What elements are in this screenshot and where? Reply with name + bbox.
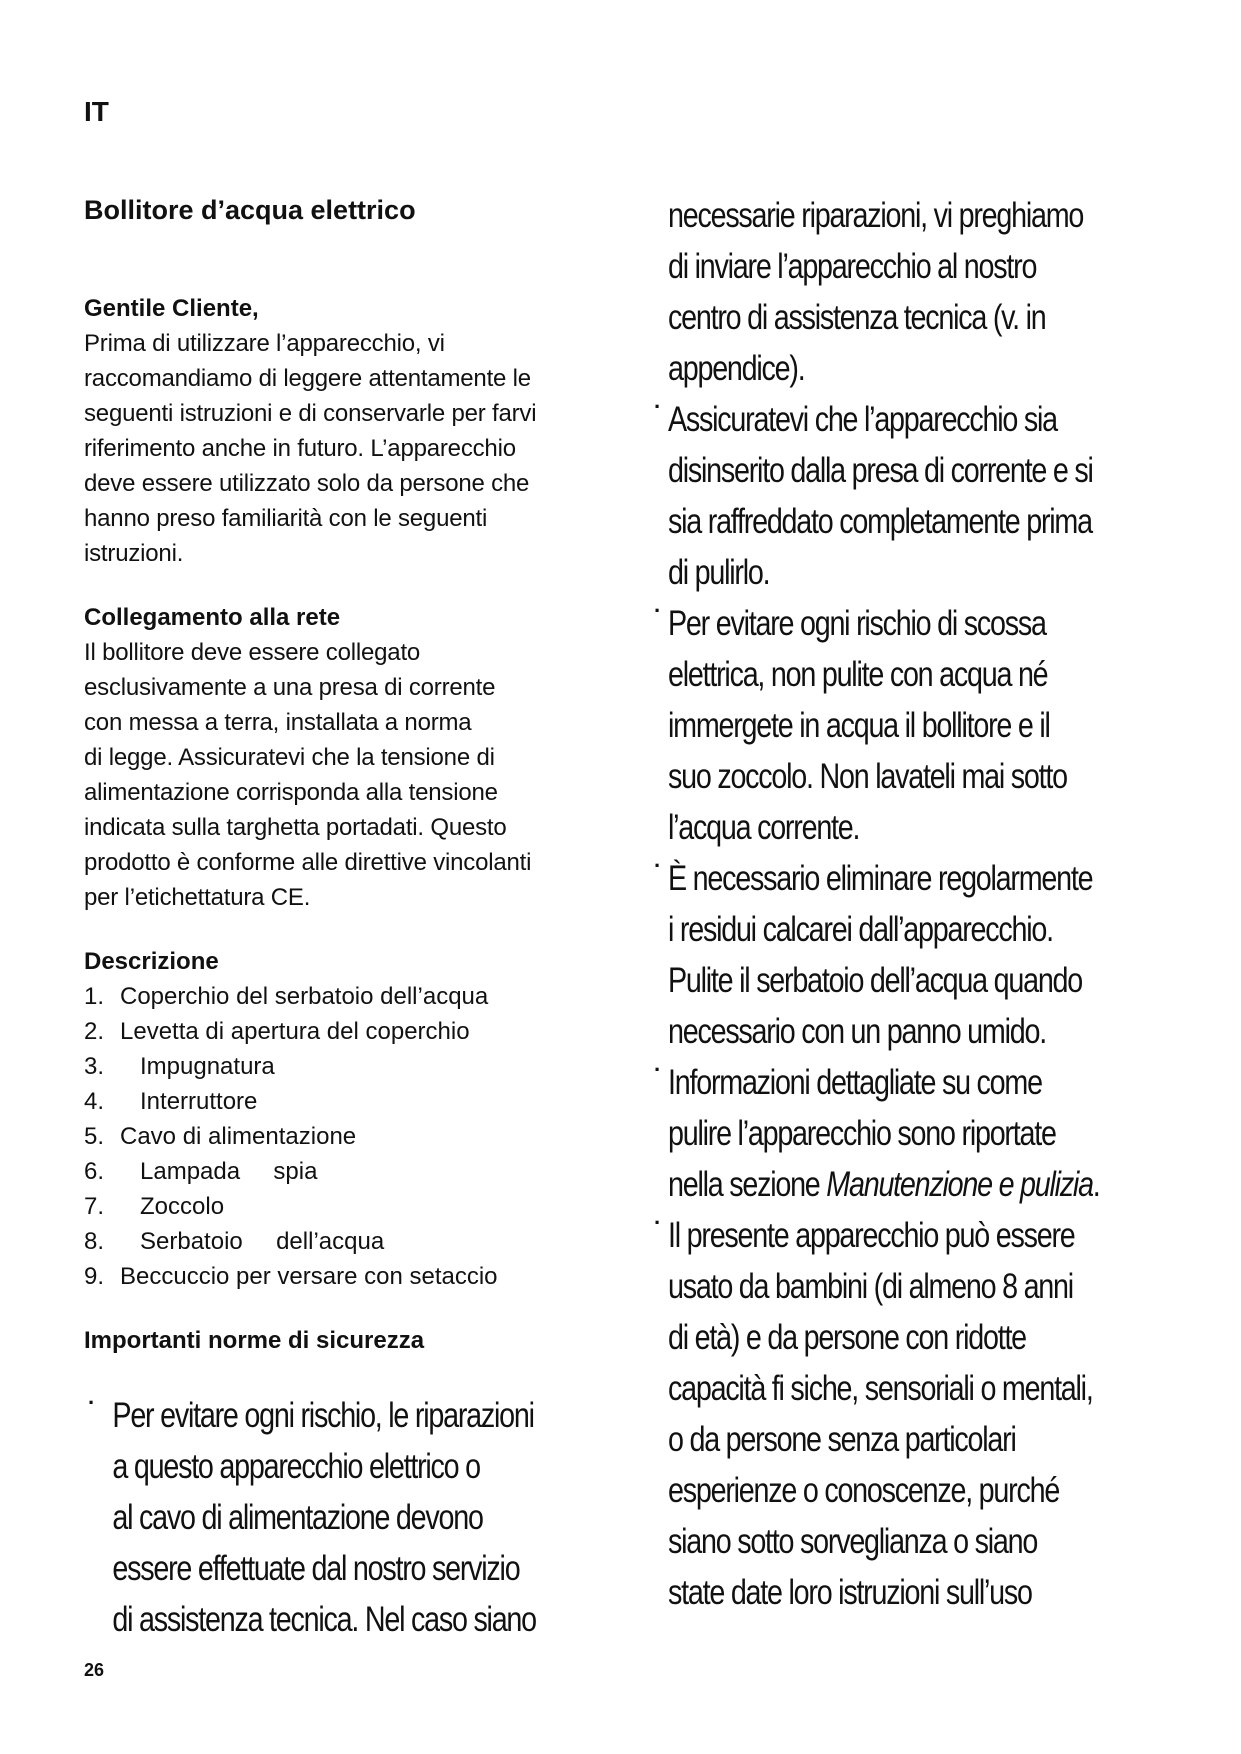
bullet-icon: ·	[654, 394, 662, 419]
bullet-text: Il presente apparecchio può essere usato da bambini (di almeno 8 anni di età) e da persone con ridotte capacità fi siche, sensoriali o mentali, o da persone senza particolari esperienze o conoscenze, purché siano sotto sorveglianza o siano state date loro istruzioni sull’uso	[668, 1216, 1093, 1612]
list-item-label: Lampada spia	[120, 1158, 318, 1185]
left-column	[84, 192, 644, 1358]
list-item-number: 2.	[84, 1018, 105, 1045]
intro-section	[84, 292, 644, 571]
bullet-item	[654, 1057, 1241, 1210]
list-item	[84, 979, 644, 1014]
continuation-text: necessarie riparazioni, vi preghiamo di inviare l’apparecchio al nostro centro di assistenza tecnica (v. in appendice).	[668, 196, 1084, 388]
list-item	[84, 1154, 644, 1189]
list-item-number: 6.	[84, 1158, 105, 1185]
list-item-label: Impugnatura	[120, 1053, 275, 1080]
list-item-label: Serbatoio dell’acqua	[120, 1228, 385, 1255]
list-item-number: 3.	[84, 1053, 105, 1080]
description-heading: Descrizione	[84, 948, 219, 975]
bullet-text	[668, 1057, 1193, 1210]
list-item-label: Zoccolo	[120, 1193, 225, 1220]
list-item	[84, 1084, 644, 1119]
list-item-number: 1.	[84, 983, 105, 1010]
bullet-item	[654, 1210, 1241, 1618]
bullet-text: È necessario eliminare regolarmente i residui calcarei dall’apparecchio. Pulite il serbatoio dell’acqua quando necessario con un panno umido.	[668, 859, 1093, 1051]
safety-heading: Importanti norme di sicurezza	[84, 1327, 425, 1354]
bullet-icon: ·	[88, 1390, 96, 1415]
list-item	[84, 1119, 644, 1154]
description-list	[84, 979, 644, 1294]
language-code: IT	[84, 96, 109, 127]
info-text-end: .	[1092, 1165, 1100, 1204]
bullet-icon: ·	[654, 1210, 662, 1235]
list-item-number: 9.	[84, 1263, 105, 1290]
bullet-icon: ·	[654, 1057, 662, 1082]
intro-heading: Gentile Cliente,	[84, 295, 259, 322]
list-item-number: 7.	[84, 1193, 105, 1220]
info-link-text: Manutenzione e pulizia	[826, 1165, 1093, 1204]
list-item-label: Interruttore	[120, 1088, 258, 1115]
list-item-label: Coperchio del serbatoio dell’acqua	[120, 983, 489, 1010]
list-item	[84, 1049, 644, 1084]
list-item-label: Cavo di alimentazione	[120, 1123, 357, 1150]
safety-continuation	[668, 190, 1241, 394]
bullet-item	[88, 1390, 736, 1645]
list-item-label: Levetta di apertura del coperchio	[120, 1018, 470, 1045]
list-item	[84, 1259, 644, 1294]
list-item	[84, 1224, 644, 1259]
list-item-label: Beccuccio per versare con setaccio	[120, 1263, 498, 1290]
network-heading: Collegamento alla rete	[84, 604, 341, 631]
bullet-text: Per evitare ogni rischio, le riparazioni a questo apparecchio elettrico o al cavo di alimentazione devono essere effettuate dal nostro servizio di assistenza tecnica. Nel caso siano	[112, 1396, 536, 1639]
list-item	[84, 1014, 644, 1049]
list-item	[84, 1189, 644, 1224]
bullet-item	[654, 394, 1241, 598]
page-title: Bollitore d’acqua elettrico	[84, 195, 416, 225]
safety-first-item	[88, 1390, 736, 1645]
intro-text: Prima di utilizzare l’apparecchio, vi raccomandiamo di leggere attentamente le seguenti istruzioni e di conservarle per farvi riferimento anche in futuro. L’apparecchio deve essere utilizzato solo da persone che hanno preso familiarità con le seguenti istruzioni.	[84, 330, 537, 567]
bullet-item	[654, 598, 1241, 853]
bullet-icon: ·	[654, 598, 662, 623]
page-number: 26	[84, 1660, 105, 1680]
list-item-number: 8.	[84, 1228, 105, 1255]
network-section	[84, 601, 644, 915]
bullet-text: Assicuratevi che l’apparecchio sia disinserito dalla presa di corrente e si sia raffreddato completamente prima di pulirlo.	[668, 400, 1093, 592]
list-item-number: 4.	[84, 1088, 105, 1115]
bullet-icon: ·	[654, 853, 662, 878]
description-section	[84, 945, 644, 1294]
info-text: Informazioni dettagliate su come pulire l’apparecchio sono riportate nella sezione	[668, 1063, 1056, 1204]
list-item-number: 5.	[84, 1123, 105, 1150]
right-column	[654, 190, 1241, 1618]
bullet-item	[654, 853, 1241, 1057]
network-text: Il bollitore deve essere collegato esclusivamente a una presa di corrente con messa a terra, installata a norma di legge. Assicuratevi che la tensione di alimentazione corrisponda alla tensione indicata sulla targhetta portadati. Questo prodotto è conforme alle direttive vincolanti per l’etichettatura CE.	[84, 639, 532, 911]
bullet-text: Per evitare ogni rischio di scossa elettrica, non pulite con acqua né immergete in acqua il bollitore e il suo zoccolo. Non lavateli mai sotto l’acqua corrente.	[668, 604, 1067, 847]
